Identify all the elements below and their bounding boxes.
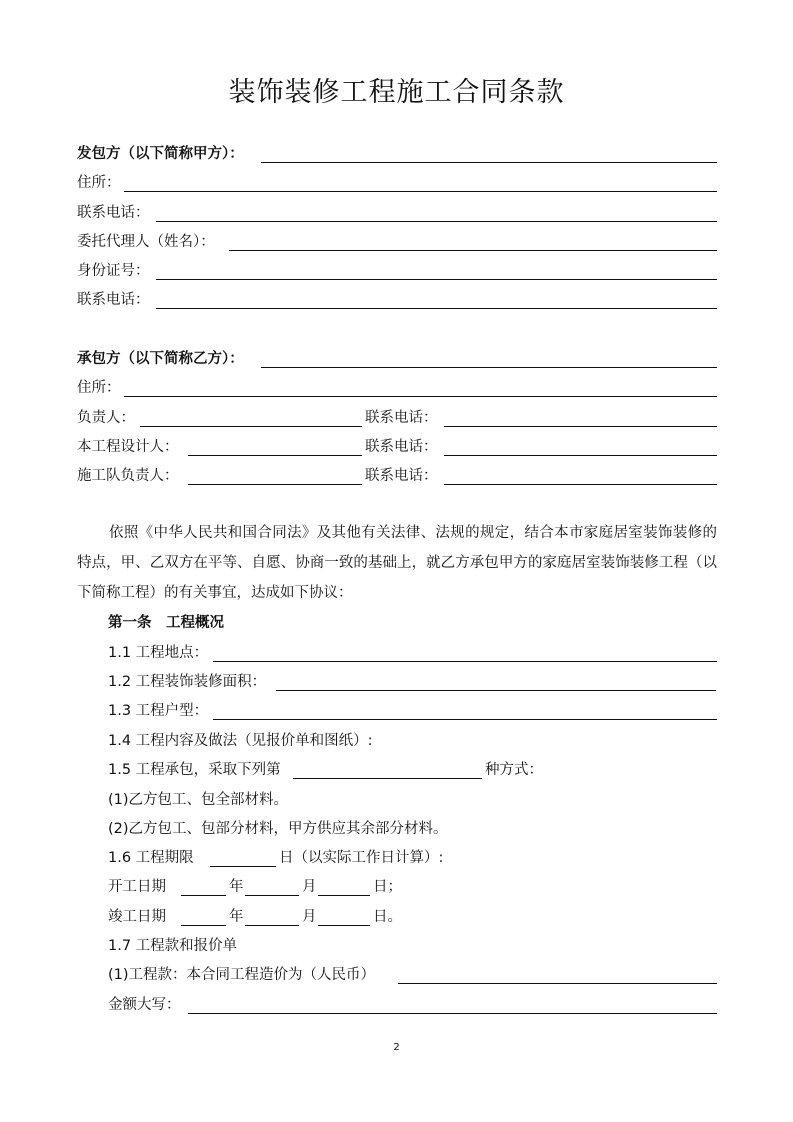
end-date-label: 竣工日期 [108, 909, 166, 925]
party-b-team-lead-field[interactable] [188, 484, 362, 485]
party-a-phone-label: 联系电话： [77, 205, 150, 221]
party-a-phone2-field[interactable] [156, 308, 717, 309]
payment-label: (1)工程款：本合同工程造价为（人民币） [108, 967, 376, 983]
item-1-3-label: 1.3 工程户型： [108, 703, 209, 719]
start-year-unit: 年 [229, 879, 244, 895]
party-b-team-lead-phone-field[interactable] [444, 484, 717, 485]
party-b-designer-label: 本工程设计人： [77, 439, 179, 455]
project-location-field[interactable] [213, 661, 717, 662]
end-day-unit: 日。 [373, 909, 402, 925]
start-month-unit: 月 [302, 879, 317, 895]
item-1-1-label: 1.1 工程地点： [108, 645, 209, 661]
item-1-7-label: 1.7 工程款和报价单 [108, 938, 238, 954]
party-a-id-label: 身份证号： [77, 263, 150, 279]
item-1-6-suffix: 日（以实际工作日计算）: [279, 850, 444, 866]
option-2: (2)乙方包工、包部分材料，甲方供应其余部分材料。 [108, 821, 448, 837]
party-b-team-lead-phone-label: 联系电话： [365, 468, 438, 484]
party-a-phone2-label: 联系电话： [77, 292, 150, 308]
contract-price-field[interactable] [398, 983, 717, 984]
contract-method-field[interactable] [293, 778, 482, 779]
amount-words-field[interactable] [188, 1013, 717, 1014]
end-month-unit: 月 [302, 909, 317, 925]
intro-paragraph: 依照《中华人民共和国合同法》及其他有关法律、法规的规定，结合本市家庭居室装饰装修的特点，甲、乙双方在平等、自愿、协商一致的基础上，就乙方承包甲方的家庭居室装饰装修工程（以下简称工程）的有关事宜，达成如下协议： [77, 525, 717, 601]
party-b-manager-label: 负责人： [77, 410, 135, 426]
party-b-address-label: 住所： [77, 380, 121, 396]
duration-days-field[interactable] [210, 866, 276, 867]
party-a-address-label: 住所： [77, 175, 121, 191]
amount-words-label: 金额大写： [108, 997, 181, 1013]
end-year-unit: 年 [229, 909, 244, 925]
party-b-team-lead-label: 施工队负责人： [77, 468, 179, 484]
start-month-field[interactable] [245, 895, 299, 896]
party-b-designer-phone-label: 联系电话： [365, 439, 438, 455]
item-1-5-label: 1.5 工程承包，采取下列第 [108, 762, 281, 778]
start-day-unit: 日； [373, 879, 402, 895]
party-b-heading: 承包方（以下简称乙方）： [77, 351, 244, 367]
party-a-agent-label: 委托代理人（姓名）： [77, 234, 215, 250]
party-a-address-field[interactable] [124, 191, 717, 192]
item-1-5-suffix: 种方式： [485, 762, 543, 778]
item-1-6-label: 1.6 工程期限 [108, 850, 194, 866]
party-a-phone-field[interactable] [156, 221, 717, 222]
party-a-heading: 发包方（以下简称甲方）： [77, 146, 244, 162]
end-month-field[interactable] [245, 925, 299, 926]
page-title: 装饰装修工程施工合同条款 [228, 77, 565, 108]
start-date-label: 开工日期 [108, 879, 166, 895]
party-b-address-field[interactable] [124, 396, 717, 397]
party-a-agent-field[interactable] [229, 250, 717, 251]
party-a-id-field[interactable] [156, 279, 717, 280]
party-b-name-field[interactable] [261, 367, 717, 368]
option-1: (1)乙方包工、包全部材料。 [108, 792, 289, 808]
party-a-name-field[interactable] [261, 162, 717, 163]
party-b-designer-field[interactable] [188, 455, 362, 456]
party-b-manager-phone-label: 联系电话： [365, 410, 438, 426]
party-b-manager-phone-field[interactable] [444, 426, 717, 427]
start-day-field[interactable] [318, 895, 370, 896]
end-day-field[interactable] [318, 925, 370, 926]
party-b-manager-field[interactable] [140, 426, 362, 427]
end-year-field[interactable] [181, 925, 226, 926]
project-area-field[interactable] [276, 690, 716, 691]
item-1-4-label: 1.4 工程内容及做法（见报价单和图纸）: [108, 733, 373, 749]
unit-type-field[interactable] [213, 719, 717, 720]
page-number: 2 [393, 1042, 400, 1053]
article-1-heading: 第一条 工程概况 [108, 615, 224, 631]
party-b-designer-phone-field[interactable] [444, 455, 717, 456]
start-year-field[interactable] [181, 895, 226, 896]
item-1-2-label: 1.2 工程装饰装修面积： [108, 674, 267, 690]
